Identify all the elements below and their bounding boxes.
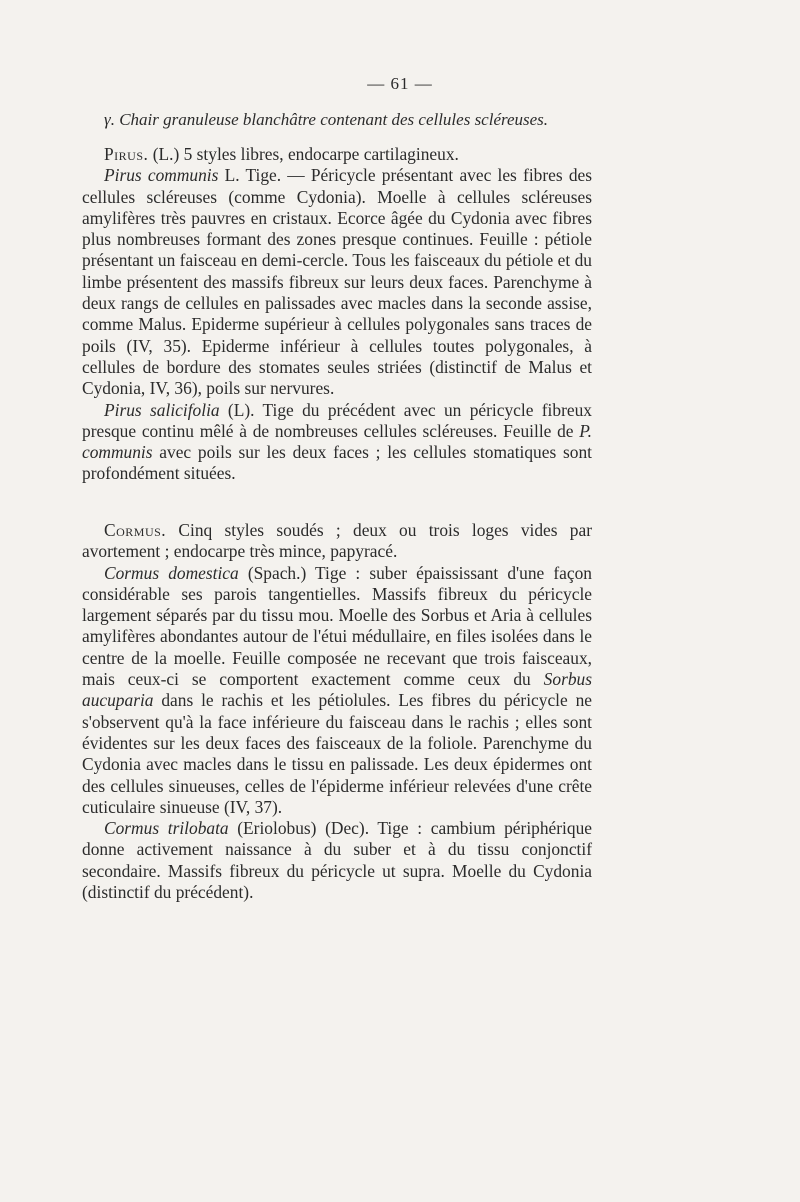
pirus-salicifolia-text-1: (L). Tige du précédent avec un péricycle fibreux presque continu mêlé à de nombreuses cellules scléreuses. Feuille de xyxy=(82,399,592,441)
pirus-communis-name: Pirus communis xyxy=(104,165,219,186)
pirus-salicifolia-text-2: avec poils sur les deux faces ; les cellules stomatiques sont profondément situées. xyxy=(82,442,592,484)
section-heading: γ. Chair granuleuse blanchâtre contenant des cellules scléreuses. xyxy=(104,110,549,129)
cormus-domestica-name: Cormus domestica xyxy=(104,562,239,583)
page-number: — 61 — xyxy=(367,74,433,93)
cormus-domestica-reference: Sorbus aucuparia xyxy=(82,669,592,711)
pirus-salicifolia-name: Pirus salicifolia xyxy=(104,399,220,420)
pirus-genus-description: (L.) 5 styles libres, endocarpe cartilagineux. xyxy=(148,144,459,164)
cormus-section xyxy=(82,520,592,903)
cormus-trilobata-name: Cormus trilobata xyxy=(104,818,229,839)
cormus-domestica-text-2: dans le rachis et les pétiolules. Les fibres du péricycle ne s'observent qu'à la face inférieure du faisceau dans le rachis ; elles sont évidentes sur les deux faces des faisceaux de la foliole. Parenchyme du Cydonia avec macles dans le tissu en palissade. Les deux épidermes ont des cellules sinueuses, celles de l'épiderme inférieur relevées d'une crête cuticulaire sinueuse (IV, 37). xyxy=(82,690,592,817)
pirus-salicifolia-paragraph xyxy=(82,400,592,485)
pirus-communis-paragraph xyxy=(82,165,592,399)
cormus-genus-paragraph xyxy=(82,520,592,563)
pirus-salicifolia-reference: P. communis xyxy=(82,420,592,463)
cormus-domestica-paragraph xyxy=(82,563,592,819)
pirus-communis-text: L. Tige. — Péricycle présentant avec les fibres des cellules scléreuses (comme Cydonia). Moelle à cellules scléreuses amylifères très pauvres en cristaux. Ecorce âgée du Cydonia avec fibres plus nombreuses formant des zones presque continues. Feuille : pétiole présentant un faisceau en demi-cercle. Tous les faisceaux du pétiole et du limbe présentent des massifs fibreux sur leurs deux faces. Parenchyme à deux rangs de cellules en palissades avec macles dans la seconde assise, comme Malus. Epiderme supérieur à cellules polygonales sans traces de poils (IV, 35). Epiderme inférieur à cellules toutes polygonales, à cellules de bordure des stomates seules striées (distinctif de Malus et Cydonia, IV, 36), poils sur nervures. xyxy=(82,165,593,399)
pirus-section xyxy=(82,144,592,485)
pirus-genus-name: Pirus. xyxy=(104,144,149,164)
pirus-genus-paragraph xyxy=(82,144,592,165)
cormus-trilobata-text: (Eriolobus) (Dec). Tige : cambium périphérique donne activement naissance à du suber et à du tissu conjonctif secondaire. Massifs fibreux du péricycle ut supra. Moelle du Cydonia (distinctif du précédent). xyxy=(82,818,592,903)
cormus-trilobata-paragraph xyxy=(82,818,592,903)
cormus-genus-name: Cormus. xyxy=(104,520,167,540)
cormus-genus-description: Cinq styles soudés ; deux ou trois loges vides par avortement ; endocarpe très mince, papyracé. xyxy=(82,520,592,562)
cormus-domestica-text-1: (Spach.) Tige : suber épaississant d'une façon considérable ses parois tangentielles. Massifs fibreux du péricycle largement séparés par du tissu mou. Moelle des Sorbus et Aria à cellules amylifères abondantes autour de l'étui médullaire, en files isolées dans le centre de la moelle. Feuille composée ne recevant que trois faisceaux, mais ceux-ci se comportent exactement comme ceux du xyxy=(82,562,593,690)
